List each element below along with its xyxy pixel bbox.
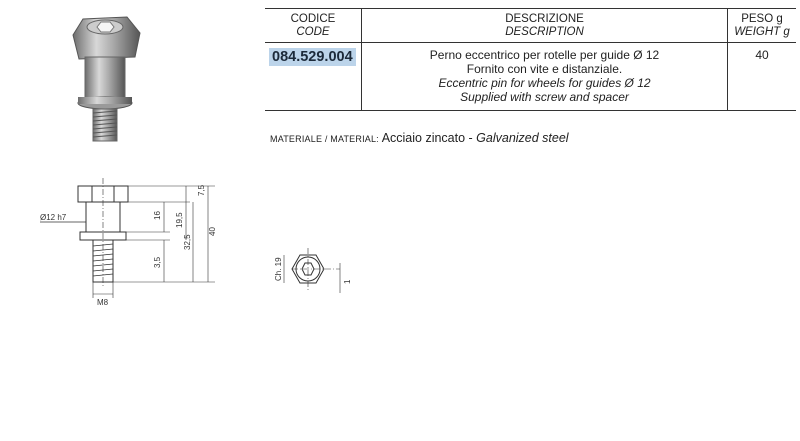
header-weight-it: PESO g <box>741 13 783 25</box>
product-photo <box>55 5 165 150</box>
header-description-it: DESCRIZIONE <box>505 13 584 25</box>
dim-hex: Ch. 19 <box>274 257 283 281</box>
desc-it-line-2: Fornito con vite e distanziale. <box>466 62 623 76</box>
dim-16: 16 <box>153 211 162 220</box>
header-code-en: CODE <box>296 26 330 38</box>
description-cell <box>362 43 728 111</box>
product-code[interactable]: 084.529.004 <box>269 48 356 66</box>
material-line <box>270 131 569 145</box>
material-value-it: Acciaio zincato <box>381 131 466 145</box>
desc-en-line-1: Eccentric pin for wheels for guides Ø 12 <box>438 76 651 90</box>
header-description-en: DESCRIPTION <box>505 26 584 38</box>
dim-3-5: 3,5 <box>153 256 162 268</box>
dim-thread: M8 <box>97 298 109 307</box>
table-header-row <box>265 9 796 43</box>
technical-drawing <box>30 168 390 318</box>
table-row <box>265 43 796 111</box>
code-cell <box>265 43 362 111</box>
material-label: MATERIALE / MATERIAL: <box>270 134 379 144</box>
dim-32-5: 32,5 <box>183 234 192 250</box>
dim-diameter: Ø12 h7 <box>40 213 67 222</box>
header-code-it: CODICE <box>290 13 336 25</box>
dim-1: 1 <box>343 279 352 284</box>
desc-it-line-1: Perno eccentrico per rotelle per guide Ø 12 <box>429 48 660 62</box>
desc-en-line-2: Supplied with screw and spacer <box>460 90 629 104</box>
header-weight-en: WEIGHT g <box>734 26 790 38</box>
dim-40: 40 <box>208 227 217 236</box>
weight-cell: 40 <box>728 43 797 111</box>
spec-table <box>265 8 796 111</box>
material-separator: - <box>465 131 477 145</box>
dim-7-5: 7,5 <box>197 184 206 196</box>
header-code <box>265 9 362 43</box>
dim-19-5: 19,5 <box>175 212 184 228</box>
material-value-en: Galvanized steel <box>476 131 569 145</box>
header-description <box>362 9 728 43</box>
header-weight <box>728 9 797 43</box>
